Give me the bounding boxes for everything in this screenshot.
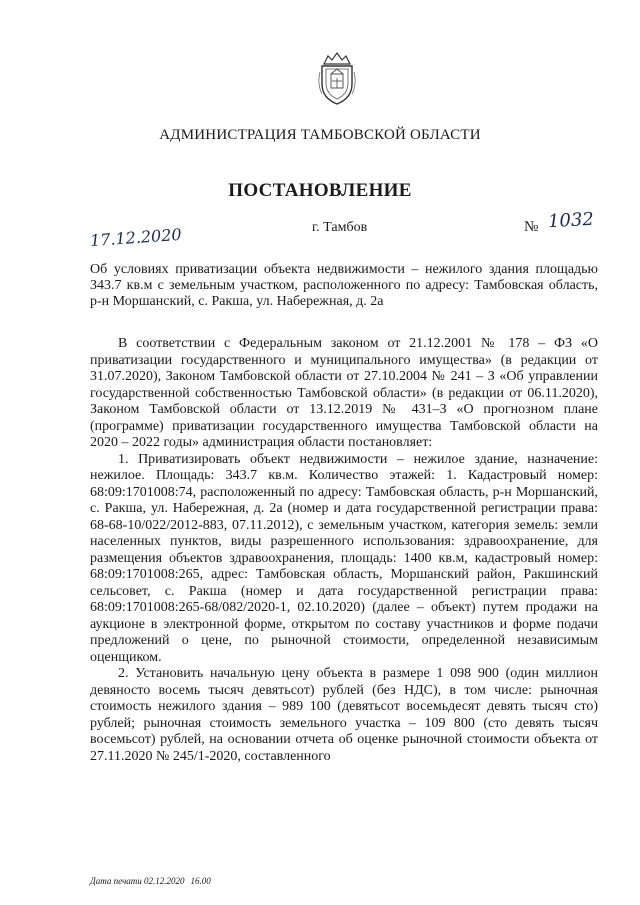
city-label: г. Тамбов xyxy=(312,220,368,235)
item-1-paragraph: 1. Приватизировать объект недвижимости – нежилое здание, назначение: нежилое. Площадь: 343.7 кв.м. Количество этажей: 1. Кадастровый номер: 68:09:1701008:74, расположенный по адресу: Тамбовская область, р-н Моршанский, с. Ракша, ул. Набережная, д. 2а (номер и дата государственной регистрации права: 68-68-10/022/2012-883, 07.11.2012), с земельным участком, категория земель: земли населенных пунктов, виды разрешенного использования: здравоохранение, для размещения объектов здравоохранения, площадь: 1400 кв.м, кадастровый номер: 68:09:1701008:265, адрес: Тамбовская область, Моршанский район, Ракшинский сельсовет, с. Ракша (номер и дата государственной регистрации права: 68:09:1701008:265-68/082/2020-1, 02.10.2020) (далее – объект) путем продажи на аукционе в электронной форме, открытом по составу участников и форме подачи предложений о цене, по рыночной стоимости, определенной независимым оценщиком. xyxy=(90,451,598,665)
agency-name: АДМИНИСТРАЦИЯ ТАМБОВСКОЙ ОБЛАСТИ xyxy=(159,127,481,143)
print-date-label: Дата печати 02.12.2020 xyxy=(90,876,185,886)
number-label: № xyxy=(524,219,539,235)
print-date-footer xyxy=(90,876,211,886)
document-title: ПОСТАНОВЛЕНИЕ xyxy=(228,180,412,201)
preamble-paragraph: В соответствии с Федеральным законом от 21.12.2001 № 178 – ФЗ «О приватизации государственного и муниципального имущества» (в редакции от 31.07.2020), Законом Тамбовской области от 27.10.2004 № 241 – З «Об управлении государственной собственностью Тамбовской области» (в редакции от 06.11.2020), Законом Тамбовской области от 13.12.2019 № 431–З «О прогнозном плане (программе) приватизации государственного имущества Тамбовской области на 2020 – 2022 годы» администрация области постановляет: xyxy=(90,336,598,450)
coat-of-arms-emblem xyxy=(316,50,358,106)
handwritten-number: 1032 xyxy=(547,208,595,233)
document-subject: Об условиях приватизации объекта недвижимости – нежилого здания площадью 343.7 кв.м с земельным участком, расположенного по адресу: Тамбовская область, р-н Моршанский, с. Ракша, ул. Набережная, д. 2а xyxy=(90,262,598,309)
document-body xyxy=(90,336,598,765)
item-2-paragraph: 2. Установить начальную цену объекта в размере 1 098 900 (один миллион девяносто восемь тысяч девятьсот) рублей (без НДС), в том числе: рыночная стоимость нежилого здания – 989 100 (девятьсот восемьдесят девять тысяч сто) рублей; рыночная стоимость земельного участка – 109 800 (сто девять тысяч восемьсот) рублей, на основании отчета об оценке рыночной стоимости объекта от 27.11.2020 № 245/1-2020, составленного xyxy=(90,666,598,764)
print-time: 16.00 xyxy=(190,876,211,886)
handwritten-date: 17.12.2020 xyxy=(89,224,183,251)
